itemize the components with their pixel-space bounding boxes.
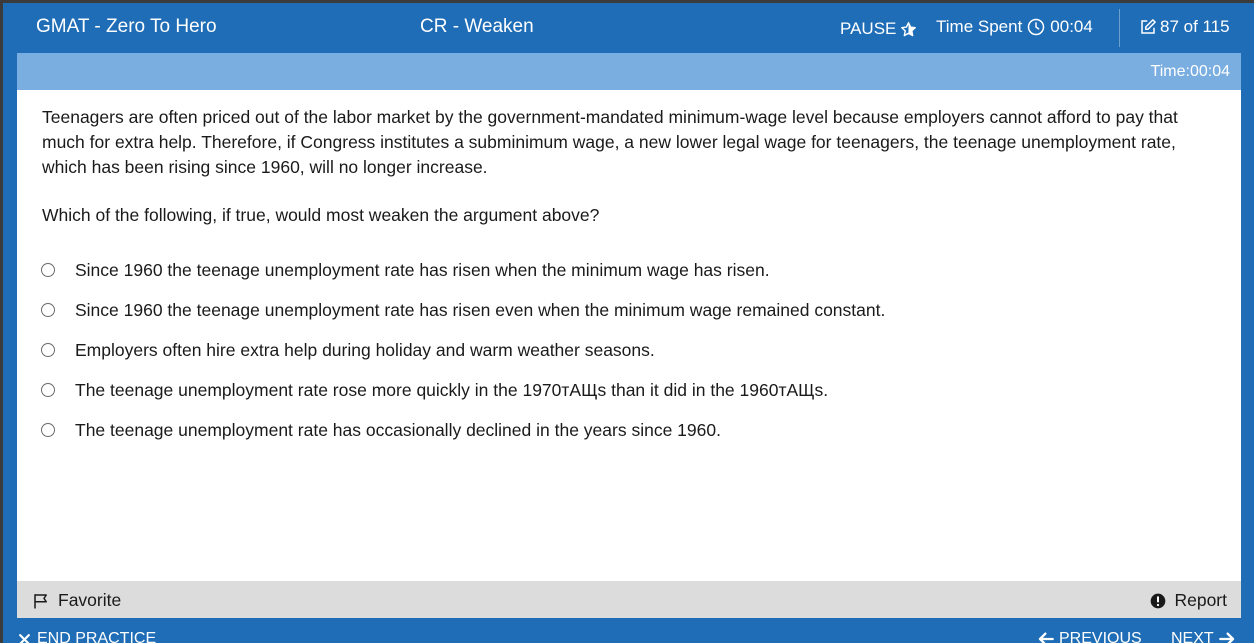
answer-option-c[interactable] bbox=[41, 337, 655, 363]
question-passage: Teenagers are often priced out of the labor market by the government-mandated minimum-wage level because employers cannot afford to pay that much for extra help. Therefore, if Congress institutes a subminimum wage, a new lower legal wage for teenagers, the teenage unemployment rate, which has been rising since 1960, will no longer increase. bbox=[42, 107, 1178, 177]
header-divider bbox=[1119, 9, 1120, 47]
question-counter[interactable] bbox=[1139, 17, 1230, 37]
time-spent bbox=[936, 17, 1093, 37]
edit-icon bbox=[1139, 18, 1157, 36]
question-timer: Time:00:04 bbox=[1150, 63, 1230, 80]
clock-icon bbox=[1027, 18, 1045, 36]
report-button[interactable] bbox=[1150, 590, 1227, 611]
question-panel bbox=[17, 90, 1241, 581]
time-spent-label: Time Spent bbox=[936, 17, 1023, 36]
radio-button[interactable] bbox=[41, 263, 55, 277]
answer-option-text: Since 1960 the teenage unemployment rate has risen even when the minimum wage remained constant. bbox=[75, 299, 886, 320]
app-frame bbox=[3, 3, 1254, 643]
flag-icon bbox=[32, 592, 50, 610]
radio-button[interactable] bbox=[41, 303, 55, 317]
end-practice-label: END PRACTICE bbox=[37, 630, 157, 643]
end-practice-button[interactable] bbox=[18, 630, 156, 643]
next-button[interactable] bbox=[1171, 630, 1235, 643]
answer-option-text: The teenage unemployment rate has occasionally declined in the years since 1960. bbox=[75, 419, 721, 440]
pause-button[interactable] bbox=[840, 19, 917, 39]
action-bar bbox=[17, 581, 1241, 618]
pause-label: PAUSE bbox=[840, 19, 897, 38]
section-title: CR - Weaken bbox=[420, 16, 534, 37]
answer-option-text: Employers often hire extra help during holiday and warm weather seasons. bbox=[75, 339, 655, 360]
arrow-left-icon bbox=[1038, 632, 1054, 643]
close-icon bbox=[18, 633, 31, 643]
time-spent-value: 00:04 bbox=[1050, 17, 1093, 36]
top-bar bbox=[3, 3, 1254, 53]
star-icon bbox=[900, 21, 917, 38]
footer-nav bbox=[3, 618, 1254, 643]
favorite-label: Favorite bbox=[58, 590, 122, 610]
question-stem: Which of the following, if true, would most weaken the argument above? bbox=[42, 205, 600, 225]
previous-button[interactable] bbox=[1038, 630, 1142, 643]
arrow-right-icon bbox=[1219, 632, 1235, 643]
answer-option-d[interactable] bbox=[41, 377, 828, 403]
report-label: Report bbox=[1174, 590, 1227, 610]
answer-option-text: The teenage unemployment rate rose more quickly in the 1970тАЩs than it did in the 1960тАЩs. bbox=[75, 379, 829, 400]
next-label: NEXT bbox=[1171, 630, 1214, 643]
previous-label: PREVIOUS bbox=[1059, 630, 1142, 643]
timer-bar bbox=[17, 53, 1241, 90]
app-title: GMAT - Zero To Hero bbox=[36, 16, 217, 37]
answer-option-b[interactable] bbox=[41, 297, 885, 323]
alert-icon bbox=[1150, 593, 1166, 609]
favorite-button[interactable] bbox=[32, 590, 121, 611]
answer-option-e[interactable] bbox=[41, 417, 721, 443]
radio-button[interactable] bbox=[41, 383, 55, 397]
radio-button[interactable] bbox=[41, 423, 55, 437]
radio-button[interactable] bbox=[41, 343, 55, 357]
question-counter-text: 87 of 115 bbox=[1160, 17, 1230, 36]
answer-option-text: Since 1960 the teenage unemployment rate has risen when the minimum wage has risen. bbox=[75, 259, 770, 280]
answer-option-a[interactable] bbox=[41, 257, 770, 283]
